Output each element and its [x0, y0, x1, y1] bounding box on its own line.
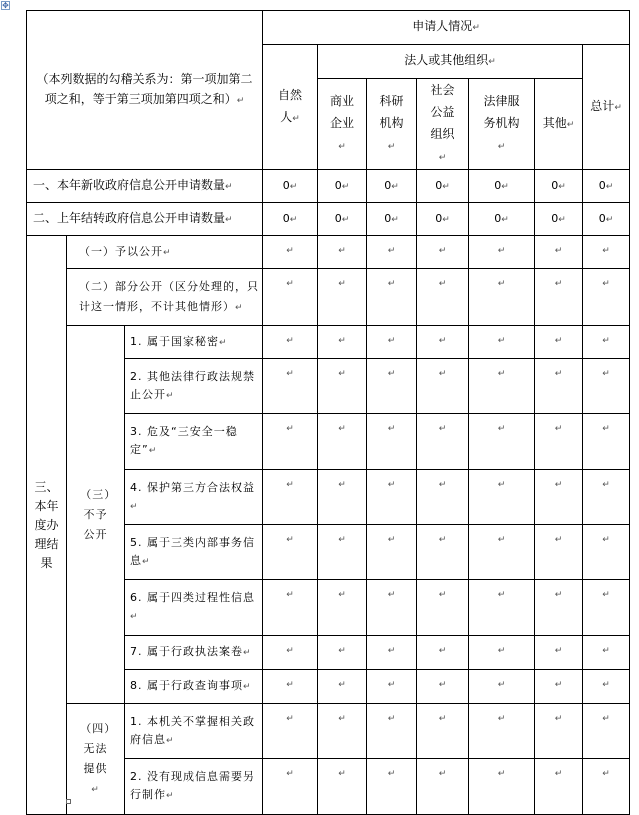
- reason-label: 7. 属于行政执法案卷↵: [125, 636, 263, 670]
- row-label: 一、本年新收政府信息公开申请数量↵: [27, 170, 263, 203]
- empty-cell: ↵: [263, 759, 318, 815]
- value-cell: 0↵: [263, 203, 318, 236]
- empty-cell: ↵: [417, 580, 469, 636]
- empty-cell: ↵: [417, 470, 469, 525]
- empty-cell: ↵: [469, 636, 535, 670]
- empty-cell: ↵: [583, 580, 630, 636]
- empty-cell: ↵: [469, 670, 535, 704]
- empty-cell: ↵: [417, 759, 469, 815]
- empty-cell: ↵: [469, 580, 535, 636]
- table-row-new-requests: [27, 170, 630, 203]
- legal-services-header: 法律服务机构↵: [469, 79, 535, 170]
- value-cell: 0↵: [535, 203, 583, 236]
- empty-cell: ↵: [535, 414, 583, 470]
- empty-cell: ↵: [318, 759, 367, 815]
- empty-cell: ↵: [367, 470, 417, 525]
- empty-cell: ↵: [263, 470, 318, 525]
- value-cell: 0↵: [535, 170, 583, 203]
- empty-cell: ↵: [417, 636, 469, 670]
- empty-cell: ↵: [583, 359, 630, 414]
- table-row-carried-over: [27, 203, 630, 236]
- empty-cell: ↵: [583, 414, 630, 470]
- empty-cell: ↵: [318, 326, 367, 359]
- reason-label: 2. 其他法律行政法规禁止公开↵: [125, 359, 263, 414]
- empty-cell: ↵: [318, 670, 367, 704]
- empty-cell: ↵: [318, 470, 367, 525]
- reason-label: 2. 没有现成信息需要另行制作↵: [125, 759, 263, 815]
- empty-cell: ↵: [367, 326, 417, 359]
- empty-cell: ↵: [535, 636, 583, 670]
- empty-cell: ↵: [535, 704, 583, 759]
- empty-cell: ↵: [367, 704, 417, 759]
- natural-person-header: 自然人↵: [263, 45, 318, 170]
- empty-cell: ↵: [469, 359, 535, 414]
- empty-cell: ↵: [417, 525, 469, 580]
- empty-cell: ↵: [263, 359, 318, 414]
- empty-cell: ↵: [469, 704, 535, 759]
- not-granted-label: （三）不予公开: [67, 326, 125, 704]
- reason-label: 6. 属于四类过程性信息↵: [125, 580, 263, 636]
- table-row-unable-1: [27, 704, 630, 759]
- value-cell: 0↵: [469, 170, 535, 203]
- reason-label: 5. 属于三类内部事务信息↵: [125, 525, 263, 580]
- empty-cell: ↵: [469, 470, 535, 525]
- empty-cell: ↵: [367, 236, 417, 269]
- table-move-handle-icon[interactable]: ✥: [2, 1, 9, 10]
- empty-cell: ↵: [535, 326, 583, 359]
- empty-cell: ↵: [583, 670, 630, 704]
- empty-cell: ↵: [417, 236, 469, 269]
- value-cell: 0↵: [367, 203, 417, 236]
- granted-label: （一）予以公开↵: [67, 236, 263, 269]
- value-cell: 0↵: [318, 170, 367, 203]
- reason-label: 8. 属于行政查询事项↵: [125, 670, 263, 704]
- empty-cell: ↵: [367, 580, 417, 636]
- empty-cell: ↵: [583, 704, 630, 759]
- empty-cell: ↵: [263, 326, 318, 359]
- results-section-label: 三、本年度办理结果: [27, 236, 67, 815]
- empty-cell: ↵: [583, 759, 630, 815]
- partial-label: （二）部分公开（区分处理的，只计这一情形，不计其他情形）↵: [67, 269, 263, 326]
- empty-cell: ↵: [469, 414, 535, 470]
- reason-label: 1. 属于国家秘密↵: [125, 326, 263, 359]
- reason-label: 4. 保护第三方合法权益↵: [125, 470, 263, 525]
- empty-cell: ↵: [535, 236, 583, 269]
- empty-cell: ↵: [263, 269, 318, 326]
- empty-cell: ↵: [263, 236, 318, 269]
- value-cell: 0↵: [417, 203, 469, 236]
- empty-cell: ↵: [469, 236, 535, 269]
- empty-cell: ↵: [318, 269, 367, 326]
- empty-cell: ↵: [417, 359, 469, 414]
- empty-cell: ↵: [469, 525, 535, 580]
- empty-cell: ↵: [263, 636, 318, 670]
- empty-cell: ↵: [583, 525, 630, 580]
- empty-cell: ↵: [263, 525, 318, 580]
- table-row-not-granted-1: [27, 326, 630, 359]
- empty-cell: ↵: [318, 580, 367, 636]
- empty-cell: ↵: [318, 704, 367, 759]
- note-text: （本列数据的勾稽关系为：第一项加第二项之和，等于第三项加第四项之和）: [36, 72, 253, 106]
- empty-cell: ↵: [535, 759, 583, 815]
- empty-cell: ↵: [263, 580, 318, 636]
- empty-cell: ↵: [318, 636, 367, 670]
- empty-cell: ↵: [583, 326, 630, 359]
- unable-label: （四）无法提供↵: [67, 704, 125, 815]
- empty-cell: ↵: [469, 326, 535, 359]
- commercial-header: 商业企业↵: [318, 79, 367, 170]
- empty-cell: ↵: [367, 759, 417, 815]
- empty-cell: ↵: [535, 269, 583, 326]
- empty-cell: ↵: [469, 759, 535, 815]
- empty-cell: ↵: [417, 414, 469, 470]
- table-row-partial: [27, 269, 630, 326]
- value-cell: 0↵: [367, 170, 417, 203]
- empty-cell: ↵: [318, 236, 367, 269]
- empty-cell: ↵: [583, 269, 630, 326]
- empty-cell: ↵: [417, 269, 469, 326]
- empty-cell: ↵: [367, 525, 417, 580]
- table-row-granted: [27, 236, 630, 269]
- empty-cell: ↵: [469, 269, 535, 326]
- empty-cell: ↵: [367, 359, 417, 414]
- empty-cell: ↵: [417, 326, 469, 359]
- empty-cell: ↵: [583, 636, 630, 670]
- reason-label: 1. 本机关不掌握相关政府信息↵: [125, 704, 263, 759]
- empty-cell: ↵: [583, 236, 630, 269]
- empty-cell: ↵: [318, 414, 367, 470]
- value-cell: 0↵: [318, 203, 367, 236]
- empty-cell: ↵: [367, 636, 417, 670]
- empty-cell: ↵: [367, 414, 417, 470]
- information-disclosure-table: [26, 10, 630, 815]
- value-cell: 0↵: [469, 203, 535, 236]
- applicant-info-header: 申请人情况↵: [263, 11, 630, 45]
- note-cell: （本列数据的勾稽关系为：第一项加第二项之和，等于第三项加第四项之和）↵: [27, 11, 263, 170]
- value-cell: 0↵: [263, 170, 318, 203]
- empty-cell: ↵: [417, 670, 469, 704]
- empty-cell: ↵: [263, 414, 318, 470]
- empty-cell: ↵: [535, 525, 583, 580]
- empty-cell: ↵: [535, 670, 583, 704]
- empty-cell: ↵: [318, 525, 367, 580]
- value-cell: 0↵: [583, 170, 630, 203]
- empty-cell: ↵: [535, 359, 583, 414]
- total-header: 总计↵: [583, 45, 630, 170]
- research-header: 科研机构↵: [367, 79, 417, 170]
- empty-cell: ↵: [367, 269, 417, 326]
- value-cell: 0↵: [583, 203, 630, 236]
- legal-entity-header: 法人或其他组织↵: [318, 45, 583, 79]
- empty-cell: ↵: [535, 470, 583, 525]
- empty-cell: ↵: [318, 359, 367, 414]
- empty-cell: ↵: [417, 704, 469, 759]
- empty-cell: ↵: [263, 670, 318, 704]
- empty-cell: ↵: [535, 580, 583, 636]
- reason-label: 3. 危及“三安全一稳定”↵: [125, 414, 263, 470]
- table-resize-handle[interactable]: [66, 799, 71, 804]
- value-cell: 0↵: [417, 170, 469, 203]
- empty-cell: ↵: [263, 704, 318, 759]
- row-label: 二、上年结转政府信息公开申请数量↵: [27, 203, 263, 236]
- empty-cell: ↵: [583, 470, 630, 525]
- other-header: 其他↵: [535, 79, 583, 170]
- social-welfare-header: 社会公益组织↵: [417, 79, 469, 170]
- empty-cell: ↵: [367, 670, 417, 704]
